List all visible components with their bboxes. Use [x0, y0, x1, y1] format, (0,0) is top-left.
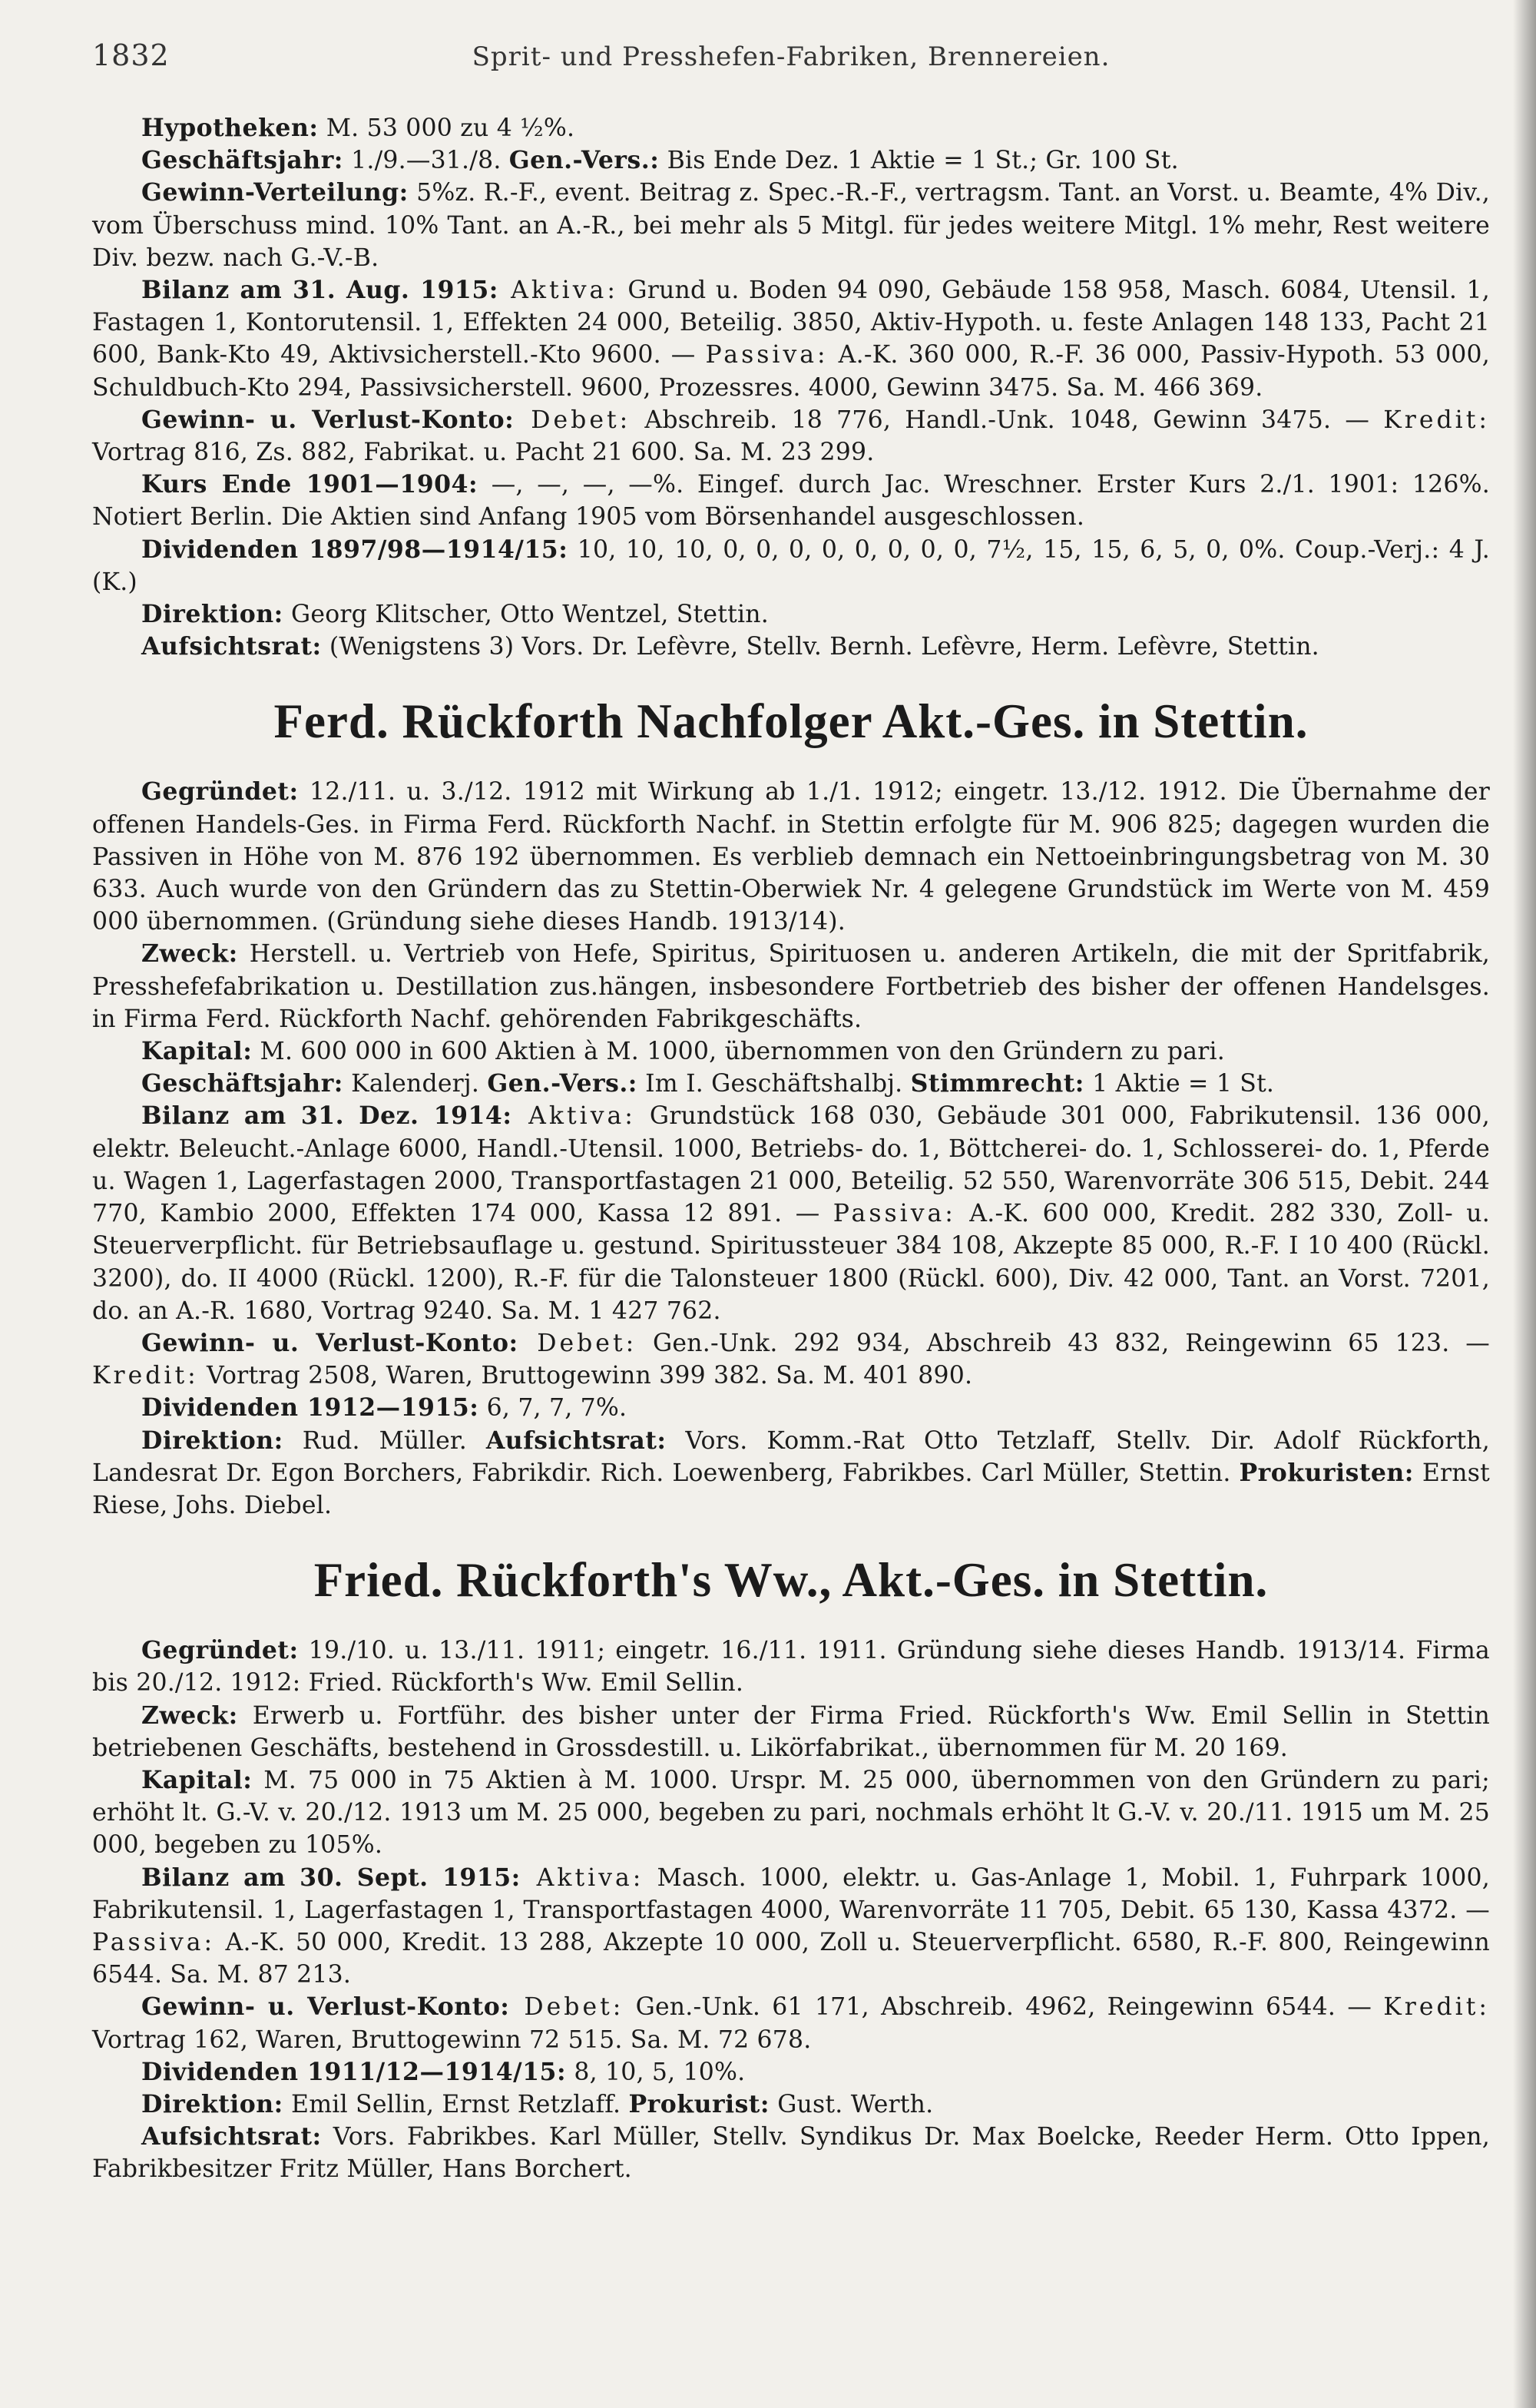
text-passiva: A.-K. 50 000, Kredit. 13 288, Akzepte 10 000, Zoll u. Steuerverpflicht. 6580, R.-F. 800, Reingewinn 6544. Sa. M. 87 213. [92, 1928, 1490, 1989]
label-bilanz: Bilanz am 31. Aug. 1915: [141, 276, 498, 305]
text-aktiva: Masch. 1000, elektr. u. Gas-Anlage 1, Mobil. 1, Fuhrpark 1000, Fabrikutensil. 1, Lagerfastagen 1, Transportfastagen 4000, Warenvorräte 11 705, Debit. 65 130, Kassa 4372. — [92, 1863, 1490, 1924]
paragraph-bilanz [92, 1100, 1490, 1327]
label-geschaeftsjahr: Geschäftsjahr: [141, 1069, 343, 1098]
label-aktiva: Aktiva: [520, 1863, 644, 1892]
text-prokurist: Gust. Werth. [769, 2090, 934, 2118]
label-prokurist: Prokurist: [628, 2089, 770, 2118]
paragraph-dividenden [92, 534, 1490, 598]
paragraph-gewinn-verlust [92, 1327, 1490, 1392]
label-kredit: Kredit: [1383, 406, 1490, 434]
text-zweck: Herstell. u. Vertrieb von Hefe, Spiritus, Spirituosen u. anderen Artikeln, die mit der Spritfabrik, Presshefefabrikation u. Destillation zus.hängen, insbesondere Fortbetrieb des bisher der offenen Handelsges. in Firma Ferd. Rückforth Nachf. gehörenden Fabrikgeschäfts. [92, 940, 1490, 1033]
text-debet: Abschreib. 18 776, Handl.-Unk. 1048, Gewinn 3475. — [631, 406, 1384, 434]
label-kredit: Kredit: [92, 1362, 199, 1390]
label-aktiva: Aktiva: [498, 277, 618, 305]
text-aktiva: Grundstück 168 030, Gebäude 301 000, Fabrikutensil. 136 000, elektr. Beleucht.-Anlage 6000, Handl.-Utensil. 1000, Betriebs- do. 1, Böttcherei- do. 1, Schlosserei- do. 1, Pferde u. Wagen 1, Lagerfastagen 2000, Transportfastagen 21 000, Beteilig. 52 550, Warenvorräte 306 515, Debit. 244 770, Kambio 2000, Effekten 174 000, Kassa 12 891. — [92, 1102, 1490, 1228]
label-gen-vers: Gen.-Vers.: [487, 1069, 637, 1098]
text-kapital: M. 600 000 in 600 Aktien à M. 1000, übernommen von den Gründern zu pari. [252, 1038, 1225, 1066]
label-stimmrecht: Stimmrecht: [910, 1069, 1084, 1098]
running-head [92, 38, 1490, 72]
label-gegruendet: Gegründet: [141, 1636, 299, 1665]
text-kredit: Vortrag 162, Waren, Bruttogewinn 72 515. Sa. M. 72 678. [92, 2025, 812, 2054]
paragraph-zweck [92, 938, 1490, 1035]
label-zweck: Zweck: [141, 939, 238, 969]
paragraph-dividenden [92, 1392, 1490, 1424]
firm-title: Fried. Rückforth's Ww., Akt.-Ges. in Stettin. [313, 1553, 1269, 1608]
paragraph-gewinn-verlust [92, 1991, 1490, 2055]
text-gegruendet: 19./10. u. 13./11. 1911; eingetr. 16./11. 1911. Gründung siehe dieses Handb. 1913/14. Firma bis 20./12. 1912: Fried. Rückforth's Ww. Emil Sellin. [92, 1637, 1490, 1698]
text-hypotheken: M. 53 000 zu 4 ½%. [318, 114, 575, 142]
text-gegruendet: 12./11. u. 3./12. 1912 mit Wirkung ab 1./1. 1912; eingetr. 13./12. 1912. Die Übernahme der offenen Handels-Ges. in Firma Ferd. Rückforth Nachf. in Stettin erfolgte für M. 906 825; dagegen wurden die Passiven in Höhe von M. 876 192 übernommen. Es verblieb demnach ein Nettoeinbringungsbetrag von M. 30 633. Auch wurde von den Gründern das zu Stettin-Oberwiek Nr. 4 gelegene Grundstück im Werte von M. 459 000 übernommen. (Gründung siehe dieses Handb. 1913/14). [92, 778, 1490, 936]
page-number: 1832 [92, 38, 170, 72]
text-debet: Gen.-Unk. 61 171, Abschreib. 4962, Reingewinn 6544. — [624, 1993, 1384, 2022]
text-kurs: —, —, —, —%. Eingef. durch Jac. Wreschner. Erster Kurs 2./1. 1901: 126%. Notiert Berlin. Die Aktien sind Anfang 1905 vom Börsenhandel ausgeschlossen. [92, 471, 1490, 532]
paragraph-gegruendet [92, 1635, 1490, 1699]
text-passiva: A.-K. 600 000, Kredit. 282 330, Zoll- u. Steuerverpflicht. für Betriebsauflage u. gestund. Spiritussteuer 384 108, Akzepte 85 000, R.-F. I 10 400 (Rückl. 3200), do. II 4000 (Rückl. 1200), R.-F. für die Talonsteuer 1800 (Rückl. 600), Div. 42 000, Tant. an Vorst. 7201, do. an A.-R. 1680, Vortrag 9240. Sa. M. 1 427 762. [92, 1200, 1490, 1325]
label-debet: Debet: [514, 406, 631, 434]
paragraph-bilanz [92, 274, 1490, 404]
text-aufsichtsrat: (Wenigstens 3) Vors. Dr. Lefèvre, Stellv. Bernh. Lefèvre, Herm. Lefèvre, Stettin. [321, 633, 1319, 661]
label-gewinn-verteilung: Gewinn-Verteilung: [141, 178, 409, 207]
text-gen-vers: Im I. Geschäftshalbj. [637, 1070, 911, 1098]
paragraph-gegruendet [92, 776, 1490, 938]
label-kapital: Kapital: [141, 1037, 253, 1066]
running-title: Sprit- und Presshefen-Fabriken, Brennereien. [472, 41, 1111, 72]
text-geschaeftsjahr: Kalenderj. [343, 1070, 488, 1098]
label-passiva: Passiva: [92, 1928, 216, 1956]
label-debet: Debet: [518, 1329, 637, 1357]
paragraph-kurs [92, 469, 1490, 533]
label-dividenden: Dividenden 1911/12—1914/15: [141, 2057, 567, 2086]
paragraph-kapital [92, 1035, 1490, 1068]
text-passiva: A.-K. 360 000, R.-F. 36 000, Passiv-Hypoth. 53 000, Schuldbuch-Kto 294, Passivsicherstell. 9600, Prozessres. 4000, Gewinn 3475. Sa. M. 466 369. [92, 341, 1491, 402]
label-kapital: Kapital: [141, 1765, 253, 1794]
label-gegruendet: Gegründet: [141, 777, 299, 807]
entry-continued [92, 112, 1490, 663]
text-kredit: Vortrag 816, Zs. 882, Fabrikat. u. Pacht 21 600. Sa. M. 23 299. [92, 439, 875, 467]
paragraph-aufsichtsrat [92, 631, 1490, 663]
label-kredit: Kredit: [1383, 1993, 1490, 2022]
label-dividenden: Dividenden 1897/98—1914/15: [141, 535, 568, 564]
label-passiva: Passiva: [833, 1200, 956, 1228]
label-direktion: Direktion: [141, 2089, 283, 2118]
firm-title: Ferd. Rückforth Nachfolger Akt.-Ges. in Stettin. [273, 694, 1309, 749]
label-zweck: Zweck: [141, 1701, 238, 1730]
label-gewinn-verlust: Gewinn- u. Verlust-Konto: [141, 1992, 510, 2022]
paragraph-geschaeftsjahr [92, 1068, 1490, 1100]
label-gewinn-verlust: Gewinn- u. Verlust-Konto: [141, 1328, 518, 1357]
text-kredit: Vortrag 2508, Waren, Bruttogewinn 399 382. Sa. M. 401 890. [198, 1362, 973, 1390]
label-geschaeftsjahr: Geschäftsjahr: [141, 146, 343, 175]
paragraph-gewinn-verlust [92, 404, 1490, 469]
paragraph-bilanz [92, 1862, 1490, 1992]
text-gewinn-verteilung: 5%z. R.-F., event. Beitrag z. Spec.-R.-F., vertragsm. Tant. an Vorst. u. Beamte, 4% Div., vom Überschuss mind. 10% Tant. an A.-R., bei mehr als 5 Mitgl. für jedes weitere Mitgl. 1% mehr, Rest weitere Div. bezw. nach G.-V.-B. [92, 179, 1490, 272]
label-gewinn-verlust: Gewinn- u. Verlust-Konto: [141, 405, 515, 434]
text-direktion: Rud. Müller. [283, 1426, 486, 1455]
label-hypotheken: Hypotheken: [141, 114, 319, 142]
label-debet: Debet: [509, 1993, 624, 2022]
label-aufsichtsrat: Aufsichtsrat: [485, 1426, 667, 1455]
label-dividenden: Dividenden 1912—1915: [141, 1393, 479, 1423]
label-direktion: Direktion: [141, 600, 283, 629]
label-aufsichtsrat: Aufsichtsrat: [141, 2122, 322, 2151]
paragraph-direktion [92, 598, 1490, 631]
label-gen-vers: Gen.-Vers.: [508, 146, 660, 175]
paragraph-direktion [92, 2088, 1490, 2121]
label-aufsichtsrat: Aufsichtsrat: [141, 632, 322, 661]
text-aufsichtsrat: Vors. Komm.-Rat Otto Tetzlaff, Stellv. Dir. Adolf Rückforth, Landesrat Dr. Egon Borchers, Fabrikdir. Rich. Loewenberg, Fabrikbes. Carl Müller, Stettin. [92, 1426, 1490, 1487]
paragraph-gewinn-verteilung [92, 177, 1490, 274]
label-kurs: Kurs Ende 1901—1904: [141, 470, 478, 499]
text-aktiva: Grund u. Boden 94 090, Gebäude 158 958, Masch. 6084, Utensil. 1, Fastagen 1, Kontorutensil. 1, Effekten 24 000, Beteilig. 3850, Aktiv-Hypoth. u. feste Anlagen 148 133, Pacht 21 600, Bank-Kto 49, Aktivsicherstell.-Kto 9600. — [92, 277, 1490, 369]
text-aufsichtsrat: Vors. Fabrikbes. Karl Müller, Stellv. Syndikus Dr. Max Boelcke, Reeder Herm. Otto Ippen, Fabrikbesitzer Fritz Müller, Hans Borchert. [92, 2123, 1490, 2184]
paragraph-dividenden [92, 2056, 1490, 2088]
label-aktiva: Aktiva: [511, 1102, 636, 1131]
entry-ferd-rueckforth [92, 776, 1490, 1522]
text-direktion: Georg Klitscher, Otto Wentzel, Stettin. [283, 601, 769, 629]
paragraph-aufsichtsrat [92, 2121, 1490, 2185]
page-edge-shadow [1513, 0, 1536, 2408]
text-geschaeftsjahr: 1./9.—31./8. [343, 147, 509, 175]
text-gen-vers: Bis Ende Dez. 1 Aktie = 1 St.; Gr. 100 St. [659, 147, 1179, 175]
paragraph-zweck [92, 1700, 1490, 1764]
label-bilanz: Bilanz am 30. Sept. 1915: [141, 1863, 521, 1892]
text-direktion: Emil Sellin, Ernst Retzlaff. [283, 2090, 629, 2118]
text-debet: Gen.-Unk. 292 934, Abschreib 43 832, Reingewinn 65 123. — [637, 1329, 1490, 1357]
text-kapital: M. 75 000 in 75 Aktien à M. 1000. Urspr. M. 25 000, übernommen von den Gründern zu pari; erhöht lt. G.-V. v. 20./12. 1913 um M. 25 000, begeben zu pari, nochmals erhöht lt G.-V. v. 20./11. 1915 um M. 25 000, begeben zu 105%. [92, 1766, 1490, 1860]
label-prokuristen: Prokuristen: [1239, 1458, 1414, 1487]
text-dividenden: 8, 10, 5, 10%. [566, 2058, 746, 2086]
entry-fried-rueckforth [92, 1635, 1490, 2185]
text-prokuristen: Ernst Riese, Johs. Diebel. [92, 1459, 1490, 1519]
text-zweck: Erwerb u. Fortführ. des bisher unter der Firma Fried. Rückforth's Ww. Emil Sellin in Stettin betriebenen Geschäfts, bestehend in Grossdestill. u. Likörfabrikat., übernommen für M. 20 169. [92, 1701, 1490, 1762]
paragraph-geschaeftsjahr [92, 144, 1490, 177]
text-stimmrecht: 1 Aktie = 1 St. [1084, 1070, 1275, 1098]
paragraph-direktion [92, 1425, 1490, 1522]
label-direktion: Direktion: [141, 1426, 283, 1455]
paragraph-hypotheken [92, 112, 1490, 144]
text-dividenden: 10, 10, 10, 0, 0, 0, 0, 0, 0, 0, 0, 7½, 15, 15, 6, 5, 0, 0%. Coup.-Verj.: 4 J. (K.) [92, 535, 1490, 596]
paragraph-kapital [92, 1764, 1490, 1862]
text-dividenden: 6, 7, 7, 7%. [478, 1394, 627, 1423]
label-bilanz: Bilanz am 31. Dez. 1914: [141, 1101, 512, 1131]
label-passiva: Passiva: [705, 341, 829, 369]
